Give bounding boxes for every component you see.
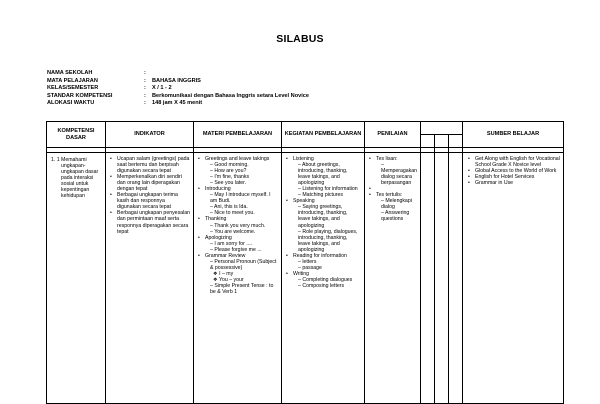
- cell-empty-1: [421, 153, 435, 404]
- sub-item: – Ani, this is Ida.: [210, 204, 248, 211]
- meta-colon: :: [144, 85, 146, 92]
- cell-sumber: [463, 153, 564, 404]
- kd-number: 1. 1: [51, 157, 60, 163]
- sub-item: – I am sorry for ....: [210, 240, 253, 247]
- meta-key: KELAS/SEMESTER: [47, 85, 99, 92]
- sub-item: – Completing dialogues: [298, 276, 353, 283]
- meta-colon: :: [144, 70, 146, 76]
- materi-apologizing: • Apologizing – I am sorry for .... – Please forgive me ...: [197, 235, 278, 253]
- sub-item: – Please forgive me ...: [210, 246, 262, 253]
- header-kompetensi-dasar: KOMPETENSI DASAR: [47, 122, 106, 148]
- sub-item: – You are welcome.: [210, 228, 256, 235]
- meta-row: [47, 85, 309, 93]
- sub-item: – Memperagakan dialog secara berpasangan: [381, 162, 418, 187]
- materi-introducing: • Introducing – May I introduce myself. I am Budi. – Ani, this is Ida. – Nice to meet you.: [197, 186, 278, 216]
- sub-item: – How are you?: [210, 168, 247, 175]
- cell-kegiatan: [282, 153, 365, 404]
- cell-kompetensi-dasar: [47, 153, 106, 404]
- sub-item: – Matching pictures: [298, 192, 343, 199]
- sub-item: – See you later.: [210, 180, 247, 187]
- sub-item: – passage: [298, 264, 322, 271]
- meta-colon: :: [144, 77, 146, 84]
- sumber-item: • Global Access to the World of Work: [467, 168, 560, 174]
- meta-value: Berkomunikasi dengan Bahasa Inggris setara Level Novice: [152, 92, 309, 99]
- meta-colon: :: [144, 92, 146, 99]
- syllabus-table: [46, 121, 564, 404]
- materi-grammar: • Grammar Review – Personal Pronoun (Subject & possessive) ❖ I – my ❖ You – your – Simple Present Tense : to be & Verb 1: [197, 253, 278, 295]
- meta-row: [47, 93, 309, 101]
- indikator-item: • Berbagai ungkapan penyesalan dan permintaan maaf serta responnya diperagakan secara tepat: [109, 210, 190, 234]
- meta-key: STANDAR KOMPETENSI: [47, 92, 113, 99]
- header-sumber: SUMBER BELAJAR: [463, 122, 564, 148]
- sub-item: – Listening for information: [298, 186, 358, 193]
- sub-item: – Thank you very much.: [210, 222, 266, 229]
- header-materi: MATERI PEMBELAJARAN: [194, 122, 282, 148]
- header-kegiatan: KEGIATAN PEMBELAJARAN: [282, 122, 365, 148]
- sub-item: – About greetings, introducing, thanking, leave takings, and apologizing: [298, 162, 348, 187]
- page-title: SILABUS: [276, 33, 324, 45]
- header-indikator: INDIKATOR: [106, 122, 194, 148]
- cell-penilaian: [365, 153, 421, 404]
- meta-colon: :: [144, 100, 146, 107]
- sub-item: – letters: [298, 258, 317, 265]
- penilaian-tertulis: • Tes tertulis: – Melengkapi dialog – Answering questions: [368, 192, 417, 222]
- sub-item: – Saying greetings, introducing, thanking, leave takings, and apologizing: [298, 204, 348, 229]
- cell-materi: [194, 153, 282, 404]
- sub-item: – May I introduce myself. I am Budi.: [210, 192, 271, 205]
- meta-value: X / 1 - 2: [152, 85, 172, 92]
- indikator-item: • Ucapan salam (greetings) pada saat bertemu dan berpisah digunakan secara tepat: [109, 156, 190, 174]
- meta-key: ALOKASI WAKTU: [47, 100, 95, 107]
- materi-thanking: • Thanking – Thank you very much. – You are welcome.: [197, 216, 278, 234]
- sub-item: ❖ I – my: [213, 270, 234, 277]
- sub-item: – Personal Pronoun (Subject & possessive): [210, 258, 277, 271]
- meta-key: NAMA SEKOLAH: [47, 70, 93, 76]
- sub-item: – Role playing, dialogues, introducing, thanking, leave takings, and apologizing: [298, 228, 358, 253]
- indikator-item: • Memperkenalkan diri sendiri dan orang lain diperagakan dengan tepat: [109, 174, 190, 192]
- document-meta: [47, 70, 309, 108]
- sub-item: ❖ You – your: [213, 276, 244, 283]
- sumber-item: • Grammar in Use: [467, 180, 560, 186]
- cell-empty-2: [435, 153, 449, 404]
- sub-item: – Good morning.: [210, 162, 249, 169]
- header-penilaian: PENILAIAN: [365, 122, 421, 148]
- kegiatan-speaking: • Speaking – Saying greetings, introducing, thanking, leave takings, and apologizing – Role playing, dialogues, introducing, thanking, leave takings, and apologizing: [285, 198, 361, 252]
- meta-row: [47, 100, 309, 108]
- meta-value: BAHASA INGGRIS: [152, 77, 201, 84]
- sub-item: – Melengkapi dialog: [381, 198, 412, 211]
- penilaian-lisan: • Tes lisan: – Memperagakan dialog secara berpasangan: [368, 156, 417, 186]
- header-alokasi-empty: [421, 122, 463, 148]
- sub-item: – Answering questions: [381, 210, 410, 223]
- meta-row: [47, 70, 309, 78]
- indikator-item: • Berbagai ungkapan terima kasih dan responnya digunakan secara tepat: [109, 192, 190, 210]
- kd-text: Memahami ungkapan-ungkapan dasar pada interaksi sosial untuk kepentingan kehidupan: [61, 157, 99, 200]
- sub-item: – Nice to meet you.: [210, 210, 255, 217]
- sumber-item: • Get Along with English for Vocational School Grade X Novice level: [467, 156, 560, 168]
- cell-empty-3: [449, 153, 463, 404]
- sumber-item: • English for Hotel Services: [467, 174, 560, 180]
- meta-row: [47, 78, 309, 86]
- cell-indikator: [106, 153, 194, 404]
- sub-item: – Simple Present Tense : to be & Verb 1: [210, 282, 274, 296]
- sub-item: – Composing letters: [298, 282, 345, 289]
- kegiatan-reading: • Reading for information – letters – passage: [285, 253, 361, 271]
- materi-greetings: • Greetings and leave takings – Good morning. – How are you? – I'm fine, thanks – See you later.: [197, 156, 278, 186]
- sub-item: – I'm fine, thanks: [210, 174, 250, 181]
- kegiatan-listening: • Listening – About greetings, introducing, thanking, leave takings, and apologizing – Listening for information – Matching pictures: [285, 156, 361, 198]
- kegiatan-writing: • Writing – Completing dialogues – Composing letters: [285, 271, 361, 289]
- meta-key: MATA PELAJARAN: [47, 77, 98, 84]
- meta-value: 148 jam X 45 menit: [152, 100, 203, 107]
